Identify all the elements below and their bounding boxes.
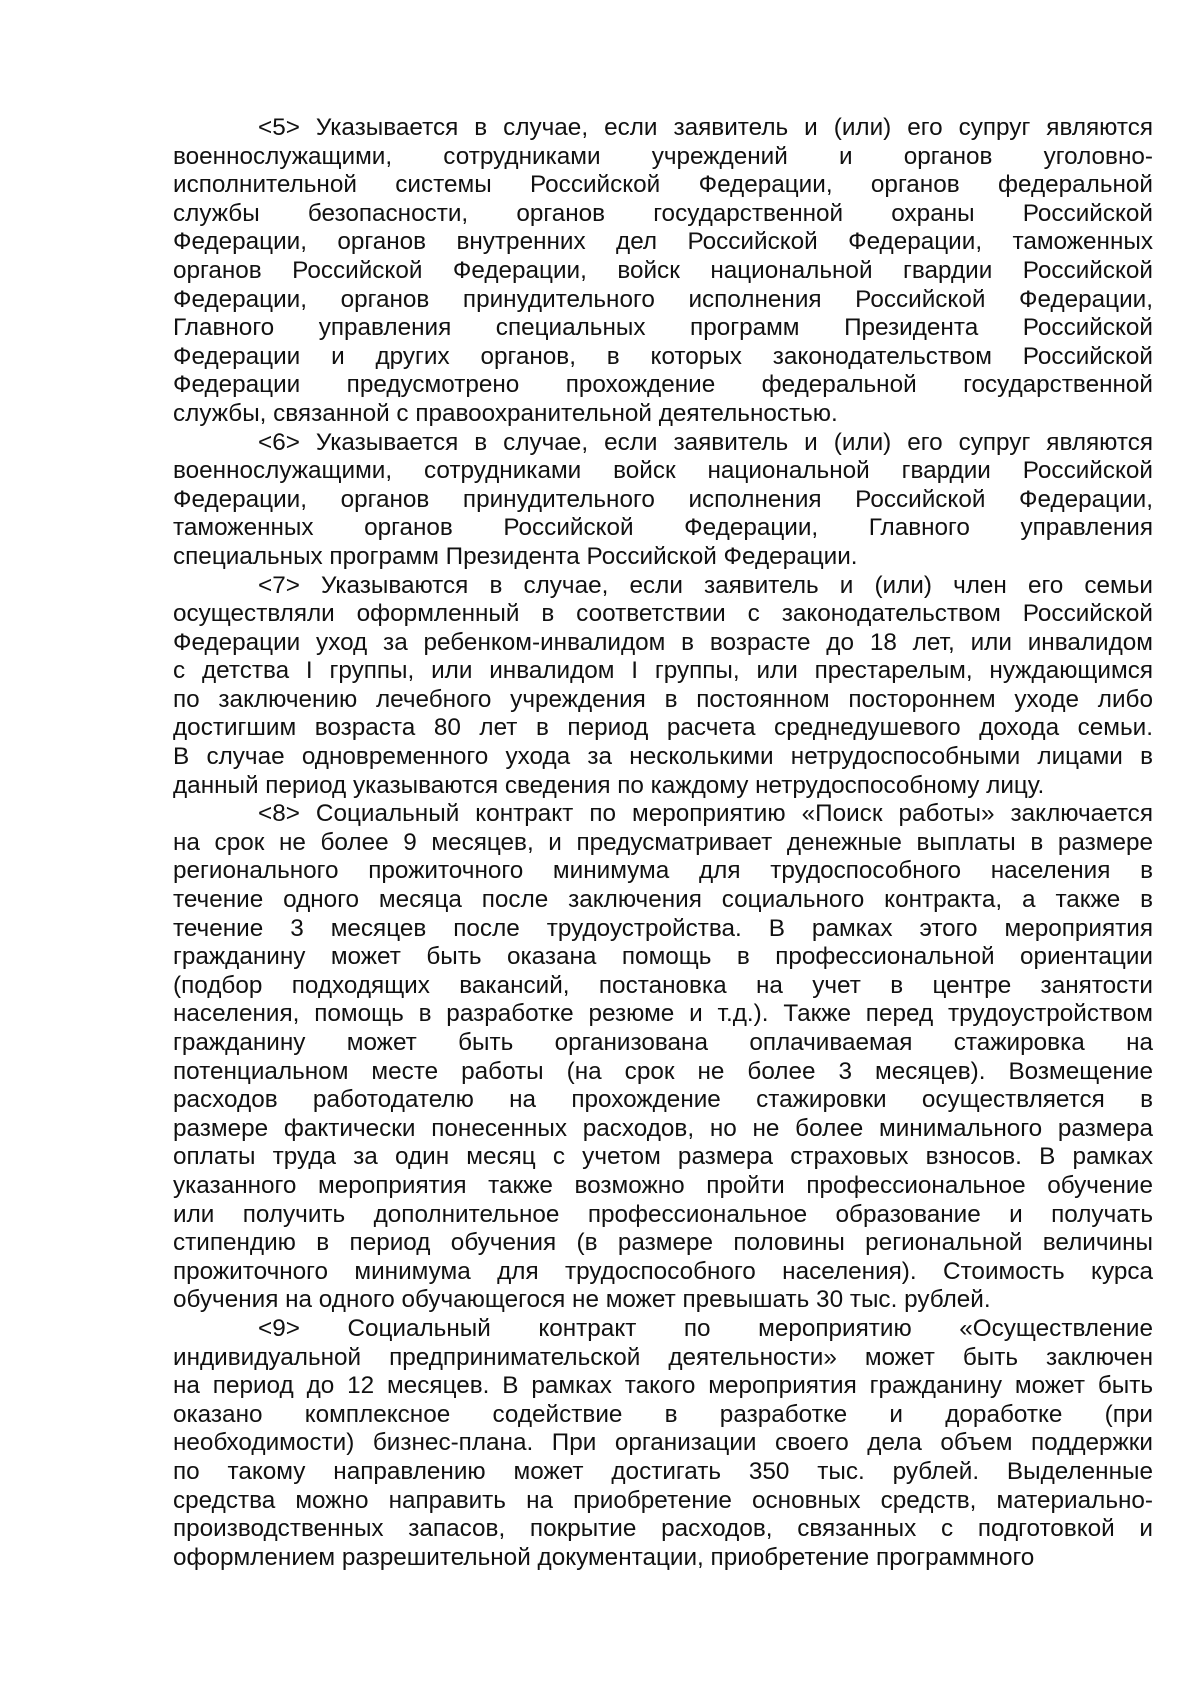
note-9-line: оформлением разрешительной документации, приобретение программного [173, 1543, 1035, 1571]
note-5-line: Федерации, органов принудительного исполнения Российской Федерации, [173, 285, 1153, 313]
note-8-line: гражданину может быть оказана помощь в профессиональной ориентации [173, 943, 1153, 971]
note-8-line: потенциальном месте работы (на срок не более 3 месяцев). Возмещение [173, 1057, 1153, 1085]
note-8-line: указанного мероприятия также возможно пройти профессиональное обучение [173, 1171, 1153, 1199]
note-5-line: военнослужащими, сотрудниками учреждений и органов уголовно- [173, 142, 1153, 170]
note-9-line: индивидуальной предпринимательской деятельности» может быть заключен [173, 1343, 1153, 1371]
note-7-line: Федерации уход за ребенком-инвалидом в возрасте до 18 лет, или инвалидом [173, 628, 1153, 656]
note-6-line: Федерации, органов принудительного исполнения Российской Федерации, [173, 485, 1153, 513]
note-8-line: размере фактически понесенных расходов, но не более минимального размера [173, 1114, 1153, 1142]
note-7-line: с детства I группы, или инвалидом I группы, или престарелым, нуждающимся [173, 657, 1153, 685]
note-8-line: регионального прожиточного минимума для трудоспособного населения в [173, 857, 1153, 885]
footnotes-text [173, 114, 1153, 1572]
note-9-line: необходимости) бизнес-плана. При организации своего дела объем поддержки [173, 1429, 1153, 1457]
note-8-line: обучения на одного обучающегося не может превышать 30 тыс. рублей. [173, 1286, 991, 1314]
note-6-line: специальных программ Президента Российской Федерации. [173, 542, 858, 570]
note-9-line: на период до 12 месяцев. В рамках такого мероприятия гражданину может быть [173, 1372, 1153, 1400]
note-5-line: исполнительной системы Российской Федерации, органов федеральной [173, 171, 1153, 199]
note-8-line: расходов работодателю на прохождение стажировки осуществляется в [173, 1086, 1153, 1114]
note-8-line: гражданину может быть организована оплачиваемая стажировка на [173, 1029, 1153, 1056]
note-5-line: Федерации и других органов, в которых законодательством Российской [173, 342, 1153, 370]
note-7-line: данный период указываются сведения по каждому нетрудоспособному лицу. [173, 771, 1045, 799]
note-8-line: оплаты труда за один месяц с учетом размера страховых взносов. В рамках [173, 1143, 1153, 1171]
note-6-line: таможенных органов Российской Федерации, Главного управления [173, 514, 1153, 542]
note-7-line: осуществляли оформленный в соответствии с законодательством Российской [173, 600, 1153, 628]
note-7-line: В случае одновременного ухода за несколькими нетрудоспособными лицами в [173, 743, 1153, 771]
note-8-line: или получить дополнительное профессиональное образование и получать [173, 1200, 1153, 1228]
note-5-line: службы безопасности, органов государственной охраны Российской [173, 199, 1153, 227]
note-8-line: течение 3 месяцев после трудоустройства. В рамках этого мероприятия [173, 914, 1153, 942]
note-9-line: <9> Социальный контракт по мероприятию «Осуществление [258, 1314, 1153, 1342]
note-6 [173, 429, 1153, 572]
note-9-line: по такому направлению может достигать 350 тыс. рублей. Выделенные [173, 1457, 1153, 1485]
note-8-line: течение одного месяца после заключения социального контракта, а также в [173, 886, 1153, 914]
note-7-line: по заключению лечебного учреждения в постоянном постороннем уходе либо [173, 685, 1153, 713]
note-7-line: достигшим возраста 80 лет в период расчета среднедушевого дохода семьи. [173, 714, 1153, 742]
note-5-line: органов Российской Федерации, войск национальной гвардии Российской [173, 256, 1153, 284]
note-8-line: (подбор подходящих вакансий, постановка на учет в центре занятости [173, 971, 1153, 999]
note-9-line: оказано комплексное содействие в разработке и доработке (при [173, 1400, 1153, 1428]
note-5-line: службы, связанной с правоохранительной деятельностью. [173, 399, 838, 427]
note-7 [173, 572, 1153, 801]
note-8-line: <8> Социальный контракт по мероприятию «Поиск работы» заключается [258, 800, 1153, 828]
note-9-line: средства можно направить на приобретение основных средств, материально- [173, 1486, 1153, 1514]
note-8-line: стипендию в период обучения (в размере половины региональной величины [173, 1229, 1153, 1257]
note-8-line: населения, помощь в разработке резюме и т.д.). Также перед трудоустройством [173, 1000, 1153, 1028]
note-5-line: Главного управления специальных программ Президента Российской [173, 314, 1153, 342]
note-9 [173, 1315, 1153, 1572]
note-8 [173, 800, 1153, 1315]
note-6-line: <6> Указывается в случае, если заявитель и (или) его супруг являются [258, 428, 1153, 456]
note-5-line: Федерации предусмотрено прохождение федеральной государственной [173, 371, 1153, 399]
note-7-line: <7> Указываются в случае, если заявитель и (или) член его семьи [258, 571, 1153, 599]
note-8-line: на срок не более 9 месяцев, и предусматривает денежные выплаты в размере [173, 828, 1153, 856]
note-5-line: <5> Указывается в случае, если заявитель и (или) его супруг являются [258, 114, 1153, 141]
note-5 [173, 114, 1153, 429]
note-8-line: прожиточного минимума для трудоспособного населения). Стоимость курса [173, 1257, 1153, 1285]
note-9-line: производственных запасов, покрытие расходов, связанных с подготовкой и [173, 1515, 1153, 1543]
note-6-line: военнослужащими, сотрудниками войск национальной гвардии Российской [173, 457, 1153, 485]
note-5-line: Федерации, органов внутренних дел Российской Федерации, таможенных [173, 228, 1153, 256]
